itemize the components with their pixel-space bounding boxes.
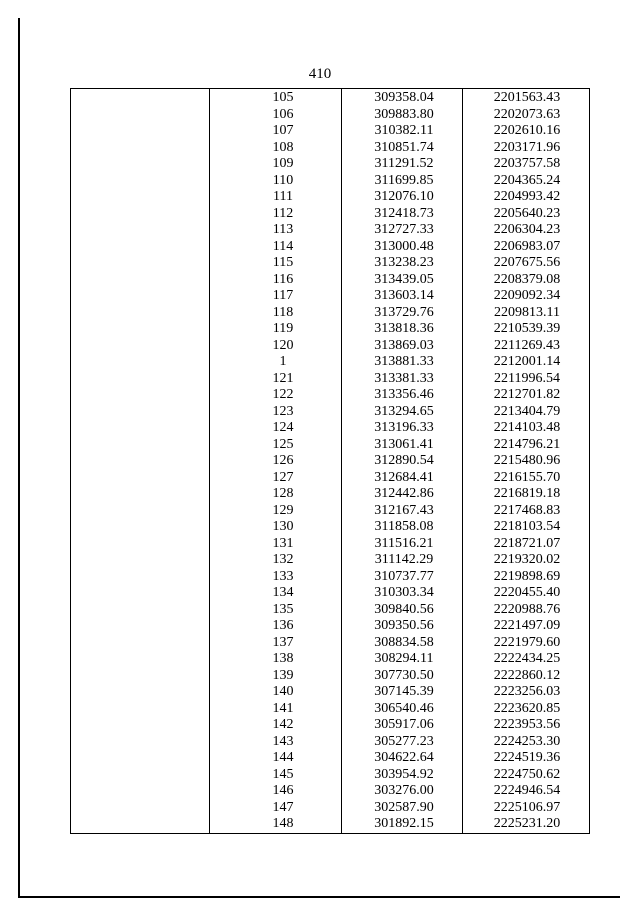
y-coordinate-cell: 2203757.58 [493,156,561,171]
y-coordinate-cell: 2211269.43 [494,337,560,353]
table-row [71,206,591,223]
y-coordinate-cell: 2225106.97 [493,799,561,815]
y-coordinate-cell: 2206304.23 [493,222,561,237]
table-row [71,107,591,124]
point-number-cell: 138 [272,651,294,666]
point-number-cell: 135 [272,601,294,617]
point-number-cell: 129 [272,502,294,518]
y-coordinate-cell: 2202073.63 [493,106,561,122]
x-coordinate-cell: 311516.21 [374,535,434,551]
y-coordinate-cell: 2224253.30 [493,733,561,749]
table-row [71,437,591,454]
y-coordinate-cell: 2212001.14 [493,354,561,369]
x-coordinate-cell: 313439.05 [374,271,434,287]
table-row [71,486,591,503]
point-number-cell: 106 [272,106,294,122]
y-coordinate-cell: 2218721.07 [493,535,561,551]
point-number-cell: 1 [279,354,287,369]
y-coordinate-cell: 2214103.48 [493,420,561,435]
table-row [71,717,591,734]
x-coordinate-cell: 313818.36 [374,321,434,336]
y-coordinate-cell: 2222860.12 [493,667,561,683]
point-number-cell: 147 [272,799,294,815]
table-row [71,668,591,685]
table-row [71,305,591,322]
point-number-cell: 123 [272,403,294,419]
y-coordinate-cell: 2217468.83 [493,502,561,518]
y-coordinate-cell: 2212701.82 [493,387,561,402]
table-row [71,338,591,355]
point-number-cell: 128 [272,486,294,501]
y-coordinate-cell: 2224750.62 [493,766,561,782]
x-coordinate-cell: 313381.33 [374,370,434,386]
x-coordinate-cell: 306540.46 [374,700,434,716]
table-row [71,701,591,718]
point-number-cell: 140 [272,684,294,699]
point-number-cell: 121 [272,370,294,386]
point-number-cell: 109 [272,156,294,171]
point-number-cell: 142 [272,717,294,732]
point-number-cell: 131 [272,535,294,551]
table-row [71,470,591,487]
point-number-cell: 133 [272,568,294,584]
y-coordinate-cell: 2203171.96 [493,139,561,155]
table-row [71,156,591,173]
x-coordinate-cell: 313603.14 [374,288,434,303]
table-row [71,222,591,239]
table-row [71,734,591,751]
point-number-cell: 120 [272,337,294,353]
point-number-cell: 127 [272,469,294,485]
x-coordinate-cell: 308834.58 [374,634,434,650]
table-row [71,684,591,701]
table-row [71,602,591,619]
y-coordinate-cell: 2211996.54 [494,370,560,386]
x-coordinate-cell: 309358.04 [374,90,434,105]
point-number-cell: 132 [272,552,294,567]
x-coordinate-cell: 310851.74 [374,139,434,155]
y-coordinate-cell: 2214796.21 [493,436,561,452]
y-coordinate-cell: 2208379.08 [493,271,561,287]
y-coordinate-cell: 2224519.36 [493,750,561,765]
point-number-cell: 141 [272,700,294,716]
table-row [71,767,591,784]
point-number-cell: 114 [272,238,294,254]
point-number-cell: 145 [272,766,294,782]
point-number-cell: 134 [272,585,294,600]
y-coordinate-cell: 2221497.09 [493,618,561,633]
table-row [71,371,591,388]
x-coordinate-cell: 313729.76 [374,304,434,320]
table-row [71,569,591,586]
point-number-cell: 119 [272,321,294,336]
point-number-cell: 124 [272,420,294,435]
y-coordinate-cell: 2220455.40 [493,585,561,600]
x-coordinate-cell: 312684.41 [374,469,434,485]
x-coordinate-cell: 313356.46 [374,387,434,402]
x-coordinate-cell: 307145.39 [374,684,434,699]
table-row [71,387,591,404]
x-coordinate-cell: 301892.15 [374,816,434,831]
x-coordinate-cell: 312890.54 [374,453,434,468]
point-number-cell: 112 [272,205,294,221]
table-row [71,140,591,157]
point-number-cell: 122 [272,387,294,402]
x-coordinate-cell: 313881.33 [374,354,434,369]
x-coordinate-cell: 305917.06 [374,717,434,732]
point-number-cell: 139 [272,667,294,683]
point-number-cell: 143 [272,733,294,749]
y-coordinate-cell: 2224946.54 [493,783,561,798]
x-coordinate-cell: 312727.33 [374,222,434,237]
x-coordinate-cell: 303954.92 [374,766,434,782]
x-coordinate-cell: 312442.86 [374,486,434,501]
y-coordinate-cell: 2219320.02 [493,552,561,567]
table-row [71,519,591,536]
x-coordinate-cell: 313238.23 [374,255,434,270]
y-coordinate-cell: 2225231.20 [493,816,561,831]
page-border-left [18,18,20,898]
x-coordinate-cell: 309840.56 [374,601,434,617]
table-row [71,783,591,800]
point-number-cell: 148 [272,816,294,831]
table-row [71,800,591,817]
x-coordinate-cell: 308294.11 [374,651,434,666]
x-coordinate-cell: 313000.48 [374,238,434,254]
point-number-cell: 137 [272,634,294,650]
point-number-cell: 126 [272,453,294,468]
table-row [71,635,591,652]
table-row [71,173,591,190]
table-row [71,239,591,256]
y-coordinate-cell: 2215480.96 [493,453,561,468]
x-coordinate-cell: 312076.10 [374,189,434,204]
point-number-cell: 115 [272,255,294,270]
x-coordinate-cell: 313294.65 [374,403,434,419]
y-coordinate-cell: 2223620.85 [493,700,561,716]
x-coordinate-cell: 310382.11 [374,123,434,138]
table-row [71,536,591,553]
coordinates-table [70,88,590,834]
y-coordinate-cell: 2216155.70 [493,469,561,485]
y-coordinate-cell: 2202610.16 [493,123,561,138]
page-number: 410 [308,66,332,82]
y-coordinate-cell: 2221979.60 [493,634,561,650]
x-coordinate-cell: 313196.33 [374,420,434,435]
x-coordinate-cell: 305277.23 [374,733,434,749]
y-coordinate-cell: 2220988.76 [493,601,561,617]
x-coordinate-cell: 313869.03 [374,337,434,353]
table-row [71,123,591,140]
x-coordinate-cell: 310303.34 [374,585,434,600]
point-number-cell: 136 [272,618,294,633]
table-row [71,255,591,272]
y-coordinate-cell: 2204365.24 [493,172,561,188]
x-coordinate-cell: 303276.00 [374,783,434,798]
x-coordinate-cell: 309350.56 [374,618,434,633]
y-coordinate-cell: 2210539.39 [493,321,561,336]
x-coordinate-cell: 310737.77 [374,568,434,584]
table-row [71,90,591,107]
point-number-cell: 144 [272,750,294,765]
y-coordinate-cell: 2222434.25 [493,651,561,666]
x-coordinate-cell: 302587.90 [374,799,434,815]
y-coordinate-cell: 2207675.56 [493,255,561,270]
point-number-cell: 116 [272,271,294,287]
x-coordinate-cell: 309883.80 [374,106,434,122]
x-coordinate-cell: 312167.43 [374,502,434,518]
table-row [71,816,591,833]
x-coordinate-cell: 311142.29 [374,552,434,567]
table-row [71,288,591,305]
point-number-cell: 110 [272,172,294,188]
y-coordinate-cell: 2216819.18 [493,486,561,501]
table-row [71,354,591,371]
point-number-cell: 111 [273,189,293,204]
y-coordinate-cell: 2218103.54 [493,519,561,534]
point-number-cell: 117 [272,288,294,303]
y-coordinate-cell: 2209813.11 [494,304,560,320]
point-number-cell: 146 [272,783,294,798]
table-row [71,420,591,437]
point-number-cell: 105 [272,90,294,105]
point-number-cell: 107 [272,123,294,138]
x-coordinate-cell: 311858.08 [374,519,434,534]
x-coordinate-cell: 311699.85 [374,172,434,188]
y-coordinate-cell: 2205640.23 [493,205,561,221]
y-coordinate-cell: 2223256.03 [493,684,561,699]
x-coordinate-cell: 311291.52 [374,156,434,171]
table-row [71,189,591,206]
table-row [71,750,591,767]
table-row [71,651,591,668]
y-coordinate-cell: 2213404.79 [493,403,561,419]
table-row [71,503,591,520]
point-number-cell: 108 [272,139,294,155]
page-border-bottom [18,896,620,898]
y-coordinate-cell: 2219898.69 [493,568,561,584]
table-row [71,404,591,421]
x-coordinate-cell: 307730.50 [374,667,434,683]
table-row [71,618,591,635]
table-row [71,272,591,289]
y-coordinate-cell: 2201563.43 [493,90,561,105]
y-coordinate-cell: 2209092.34 [493,288,561,303]
x-coordinate-cell: 313061.41 [374,436,434,452]
y-coordinate-cell: 2204993.42 [493,189,561,204]
x-coordinate-cell: 304622.64 [374,750,434,765]
x-coordinate-cell: 312418.73 [374,205,434,221]
point-number-cell: 125 [272,436,294,452]
table-row [71,453,591,470]
point-number-cell: 113 [272,222,294,237]
point-number-cell: 130 [272,519,294,534]
y-coordinate-cell: 2206983.07 [493,238,561,254]
point-number-cell: 118 [272,304,294,320]
table-row [71,552,591,569]
y-coordinate-cell: 2223953.56 [493,717,561,732]
table-row [71,585,591,602]
table-row [71,321,591,338]
